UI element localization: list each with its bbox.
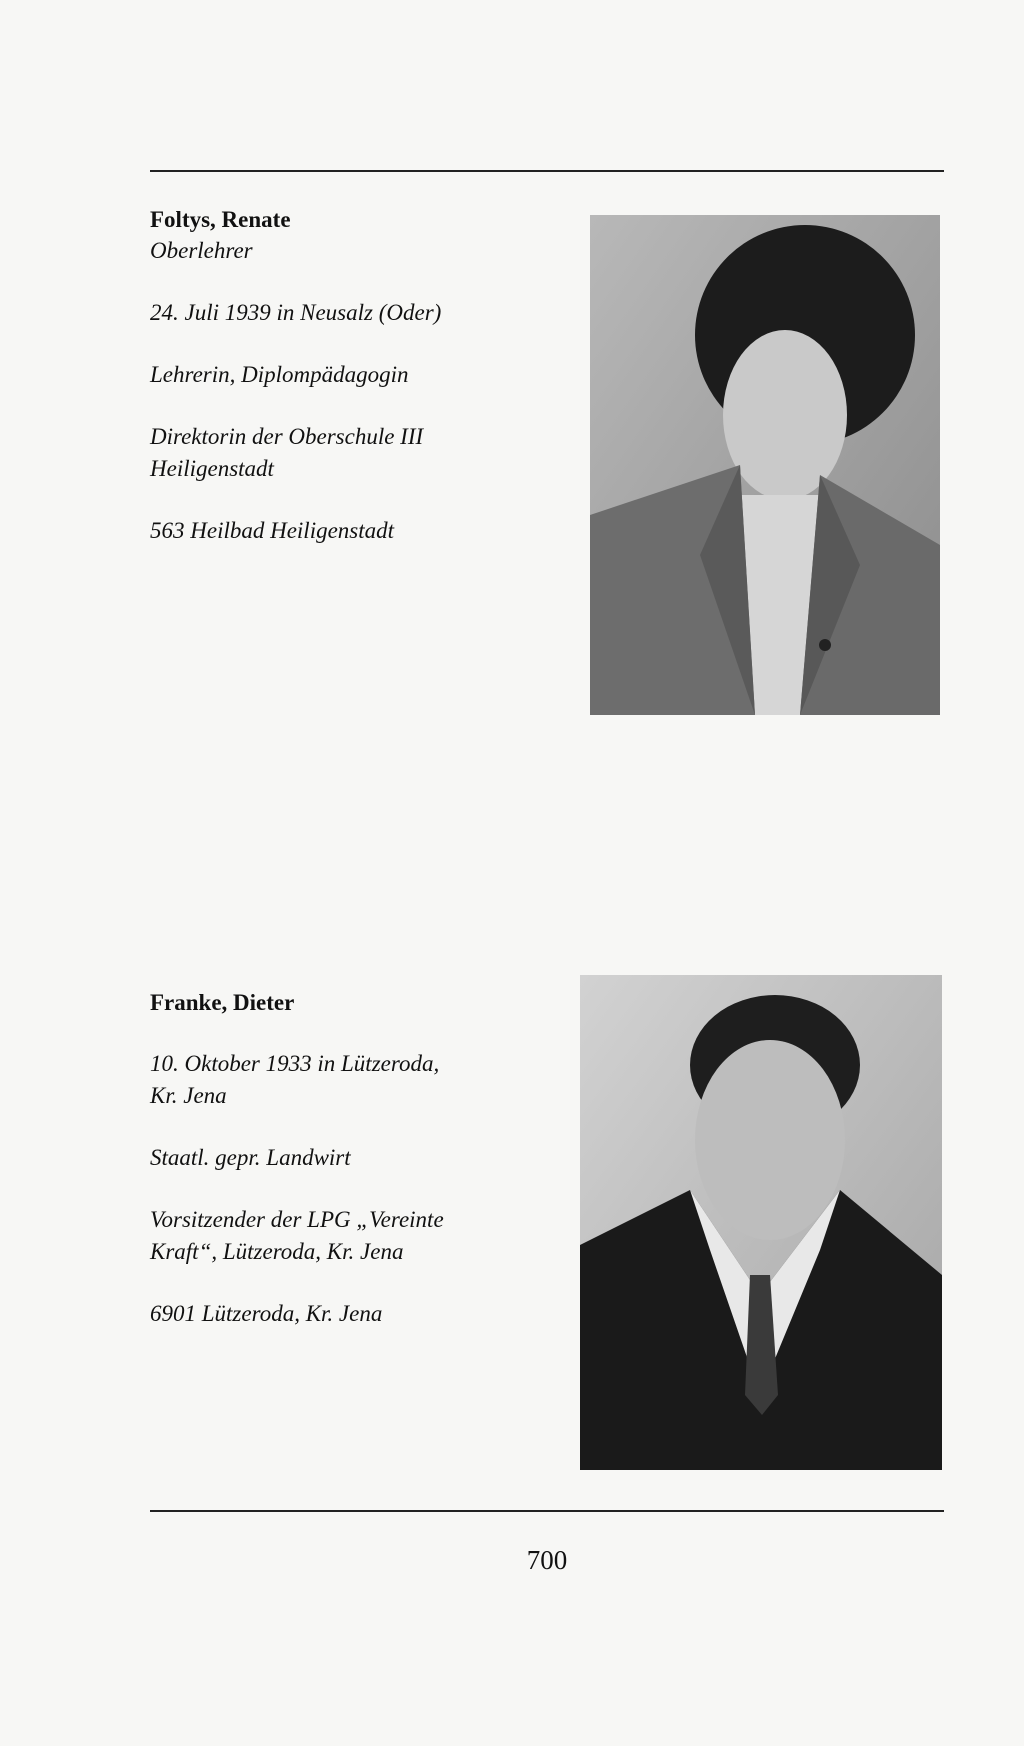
portrait-photo-man xyxy=(580,975,942,1470)
entry-position-line1: Vorsitzender der LPG „Vereinte xyxy=(150,1207,444,1232)
entry-position-line2: Heiligenstadt xyxy=(150,456,274,481)
top-rule xyxy=(150,170,944,172)
entry-position-line1: Direktorin der Oberschule III xyxy=(150,424,424,449)
entry-profession: Lehrerin, Diplompädagogin xyxy=(150,362,409,387)
entry-birth-line2: Kr. Jena xyxy=(150,1083,227,1108)
entry-franke xyxy=(150,988,540,1330)
entry-title: Oberlehrer xyxy=(150,238,253,263)
entry-foltys xyxy=(150,205,540,547)
entry-name: Foltys, Renate xyxy=(150,207,291,232)
entry-address: 563 Heilbad Heiligenstadt xyxy=(150,518,395,543)
entry-profession: Staatl. gepr. Landwirt xyxy=(150,1145,351,1170)
portrait-woman-image xyxy=(590,215,940,715)
entry-address: 6901 Lützeroda, Kr. Jena xyxy=(150,1301,383,1326)
page-number: 700 xyxy=(526,1545,568,1575)
entry-birth: 24. Juli 1939 in Neusalz (Oder) xyxy=(150,300,442,325)
portrait-photo-woman xyxy=(590,215,940,715)
entry-position-line2: Kraft“, Lützeroda, Kr. Jena xyxy=(150,1239,404,1264)
bottom-rule xyxy=(150,1510,944,1512)
portrait-man-image xyxy=(580,975,942,1470)
entry-birth-line1: 10. Oktober 1933 in Lützeroda, xyxy=(150,1051,440,1076)
entry-name: Franke, Dieter xyxy=(150,990,295,1015)
